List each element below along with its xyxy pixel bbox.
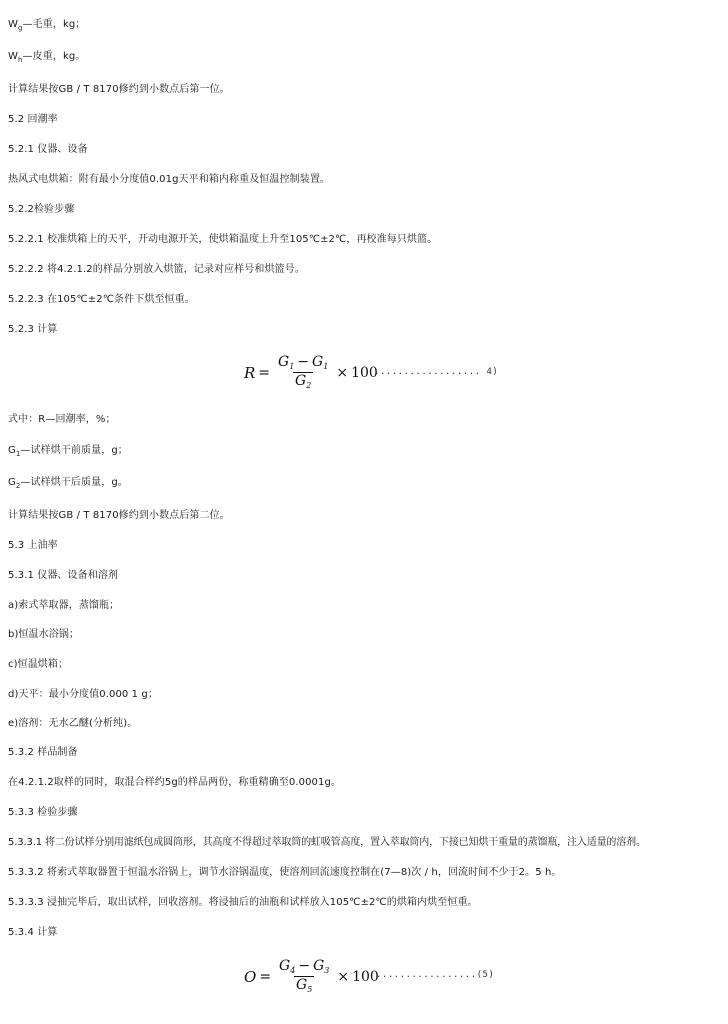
section-5-3-2-heading: 5.3.2 样品制备: [8, 747, 78, 758]
step-5-3-3-3: 5.3.3.3 浸抽完毕后，取出试样，回收溶剂。将浸抽后的油瓶和试样放入105℃±2℃的烘箱内烘至恒重。: [8, 897, 478, 908]
formula-4-fraction: [276, 354, 330, 391]
formula-5-numerator: $G_4 - G_3$: [279, 958, 330, 975]
formula-5: [244, 958, 379, 995]
item-a: a)索式萃取器，蒸馏瓶；: [8, 600, 120, 611]
item-e: e)溶剂：无水乙醚(分析纯)。: [8, 718, 138, 729]
wh-definition: $W_h—$皮重，kg。: [8, 51, 86, 64]
formula-5-leader: .................(5): [376, 970, 495, 980]
oven-description: 热风式电烘箱：附有最小分度值0.01g天平和箱内称重及恒温控制装置。: [8, 174, 331, 185]
formula-4-denominator: $G_2$: [295, 373, 312, 390]
section-5-2-3-heading: 5.2.3 计算: [8, 324, 58, 335]
step-5-2-2-3: 5.2.2.3 在105℃±2℃条件下烘至恒重。: [8, 294, 195, 305]
formula-5-times: ×: [337, 968, 350, 985]
item-b: b)恒温水浴锅；: [8, 629, 80, 640]
formula-4-numerator: $G_1 - G_1$: [278, 354, 329, 371]
item-d: d)天平：最小分度值0.000 1 g；: [8, 689, 158, 700]
formula-5-lhs: O: [244, 967, 257, 986]
sample-preparation: 在4.2.1.2取样的同时，取混合样约5g的样品两份，称重精确至0.0001g。: [8, 777, 342, 788]
rounding-note-2: 计算结果按GB / T 8170修约到小数点后第二位。: [8, 510, 230, 521]
formula-5-denominator: $G_5$: [296, 977, 313, 994]
formula-4-times: ×: [336, 364, 349, 381]
formula-5-fraction: [277, 958, 331, 995]
step-5-2-2-2: 5.2.2.2 将4.2.1.2的样品分别放入烘篮，记录对应样号和烘篮号。: [8, 264, 305, 275]
section-5-2-heading: 5.2 回潮率: [8, 114, 58, 125]
section-5-3-1-heading: 5.3.1 仪器、设备和溶剂: [8, 570, 119, 581]
formula-5-factor: 100: [352, 968, 379, 985]
where-r-definition: 式中：R—回潮率，%；: [8, 414, 116, 425]
step-5-2-2-1: 5.2.2.1 校准烘箱上的天平，开动电源开关，使烘箱温度上升至105℃±2℃，再校准每只烘篮。: [8, 234, 438, 245]
section-5-2-2-heading: 5.2.2检验步骤: [8, 204, 75, 215]
step-5-3-3-1: 5.3.3.1 将二份试样分别用滤纸包成圆筒形，其高度不得超过萃取筒的虹吸管高度，置入萃取筒内，下接已知烘干重量的蒸馏瓶，注入适量的溶剂。: [8, 837, 646, 848]
item-c: c)恒温烘箱；: [8, 659, 69, 670]
g2-definition: $G_2—$试样烘干后质量，g。: [8, 477, 128, 490]
section-5-3-4-heading: 5.3.4 计算: [8, 927, 58, 938]
formula-4-lhs: R: [244, 363, 256, 382]
formula-4-factor: 100: [351, 364, 378, 381]
g1-definition: $G_1—$试样烘干前质量，g；: [8, 445, 128, 458]
formula-5-equals: =: [259, 968, 272, 985]
formula-4-leader: .................. 4): [374, 367, 499, 377]
rounding-note-1: 计算结果按GB / T 8170修约到小数点后第一位。: [8, 84, 230, 95]
formula-4: [244, 354, 378, 391]
section-5-3-heading: 5.3 上油率: [8, 540, 58, 551]
wg-definition: $W_g—$毛重，kg；: [8, 19, 86, 32]
formula-4-equals: =: [258, 364, 271, 381]
step-5-3-3-2: 5.3.3.2 将索式萃取器置于恒温水浴锅上，调节水浴锅温度，使溶剂回流速度控制在(7—8)次 / h，回流时间不少于2。5 h。: [8, 867, 562, 878]
section-5-2-1-heading: 5.2.1 仪器、设备: [8, 144, 88, 155]
section-5-3-3-heading: 5.3.3 检验步骤: [8, 807, 78, 818]
